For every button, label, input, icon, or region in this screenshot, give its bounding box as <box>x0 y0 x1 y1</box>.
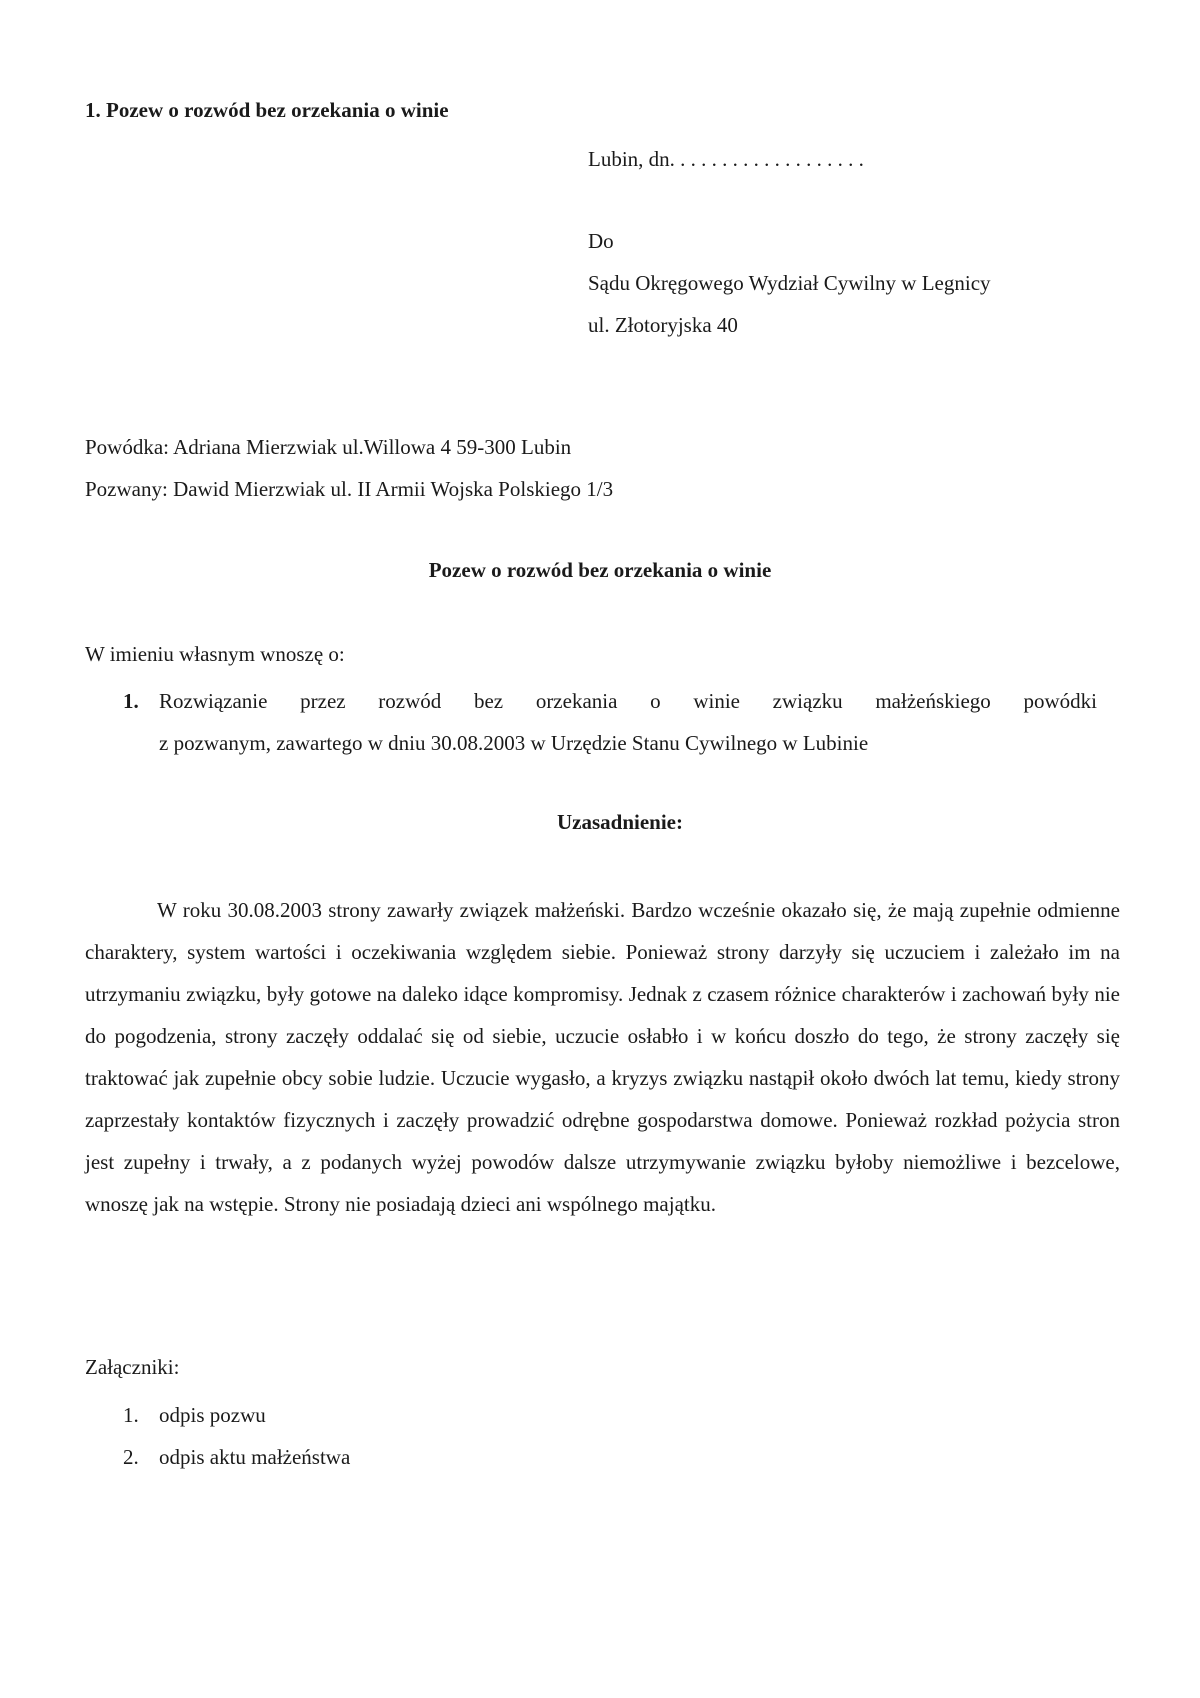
addressee-street: ul. Złotoryjska 40 <box>588 313 738 337</box>
attachment-number: 1. <box>123 1403 139 1427</box>
request-text-line1: Rozwiązanie przez rozwód bez orzekania o winie związku małżeńskiego powódki <box>159 689 1097 713</box>
plaintiff-line: Powódka: Adriana Mierzwiak ul.Willowa 4 59-300 Lubin <box>85 435 572 459</box>
spacer <box>588 180 991 220</box>
attachments-label: Załączniki: <box>85 1355 180 1379</box>
request-number: 1. <box>123 689 139 713</box>
justification-title: Uzasadnienie: <box>557 810 683 834</box>
request-text-line2: z pozwanym, zawartego w dniu 30.08.2003 w Urzędzie Stanu Cywilnego w Lubinie <box>159 731 869 755</box>
document-top-heading: 1. Pozew o rozwód bez orzekania o winie <box>85 98 449 122</box>
attachment-text: odpis pozwu <box>159 1403 266 1427</box>
addressee-to: Do <box>588 229 614 253</box>
defendant-line: Pozwany: Dawid Mierzwiak ul. II Armii Wojska Polskiego 1/3 <box>85 477 614 501</box>
attachment-text: odpis aktu małżeństwa <box>159 1445 351 1469</box>
parties-block <box>85 426 613 510</box>
request-intro: W imieniu własnym wnoszę o: <box>85 642 345 666</box>
header-right-block <box>588 138 991 346</box>
attachment-number: 2. <box>123 1445 139 1469</box>
place-date: Lubin, dn. . . . . . . . . . . . . . . . . . . <box>588 147 864 171</box>
justification-text: W roku 30.08.2003 strony zawarły związek małżeński. Bardzo wcześnie okazało się, że mają zupełnie odmienne charaktery, system wartości i oczekiwania względem siebie. Ponieważ strony darzyły się uczuciem i zależało im na utrzymaniu związku, były gotowe na daleko idące kompromisy. Jednak z czasem różnice charakterów i zachowań były nie do pogodzenia, strony zaczęły oddalać się od siebie, uczucie osłabło i w końcu doszło do tego, że strony zaczęły się traktować jak zupełnie obcy sobie ludzie. Uczucie wygasło, a kryzys związku nastąpił około dwóch lat temu, kiedy strony zaprzestały kontaktów fizycznych i zaczęły prowadzić odrębne gospodarstwa domowe. Ponieważ rozkład pożycia stron jest zupełny i trwały, a z podanych wyżej powodów dalsze utrzymywanie związku byłoby niemożliwe i bezcelowe, wnoszę jak na wstępie. Strony nie posiadają dzieci ani wspólnego majątku. <box>85 898 1120 1216</box>
addressee-court: Sądu Okręgowego Wydział Cywilny w Legnicy <box>588 271 991 295</box>
document-title: Pozew o rozwód bez orzekania o winie <box>428 558 772 582</box>
